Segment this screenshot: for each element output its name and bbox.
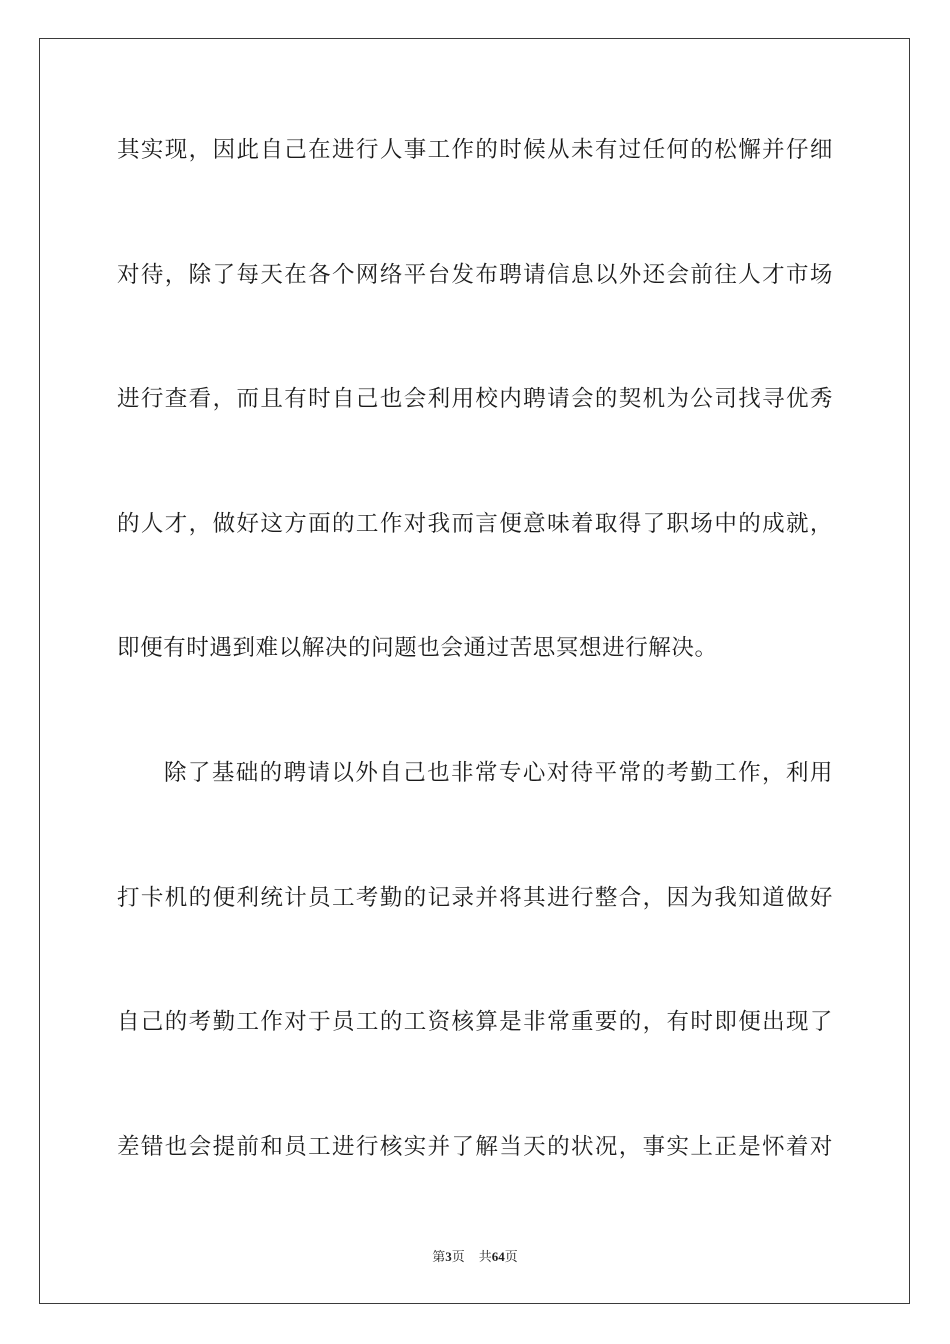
page-prefix: 第 [432, 1249, 446, 1264]
total-prefix: 共 [478, 1249, 492, 1264]
page-border [39, 38, 910, 1304]
body-text-line: 差错也会提前和员工进行核实并了解当天的状况，事实上正是怀着对 [117, 1134, 833, 1160]
body-text-line: 进行查看，而且有时自己也会利用校内聘请会的契机为公司找寻优秀 [117, 386, 833, 412]
total-pages: 64 [491, 1249, 505, 1264]
body-text-line: 的人才，做好这方面的工作对我而言便意味着取得了职场中的成就， [117, 511, 833, 537]
body-text-line: 打卡机的便利统计员工考勤的记录并将其进行整合，因为我知道做好 [117, 885, 833, 911]
body-text-line: 自己的考勤工作对于员工的工资核算是非常重要的，有时即便出现了 [117, 1009, 833, 1035]
body-text-line: 对待，除了每天在各个网络平台发布聘请信息以外还会前往人才市场 [117, 262, 833, 288]
page-footer [0, 1248, 950, 1267]
body-text-line: 除了基础的聘请以外自己也非常专心对待平常的考勤工作，利用 [164, 760, 833, 786]
page-suffix: 页 [451, 1249, 465, 1264]
body-text-line: 即便有时遇到难以解决的问题也会通过苦思冥想进行解决。 [117, 635, 718, 661]
total-suffix: 页 [504, 1249, 518, 1264]
page-number: 3 [445, 1249, 452, 1264]
body-text-line: 其实现，因此自己在进行人事工作的时候从未有过任何的松懈并仔细 [117, 137, 833, 163]
